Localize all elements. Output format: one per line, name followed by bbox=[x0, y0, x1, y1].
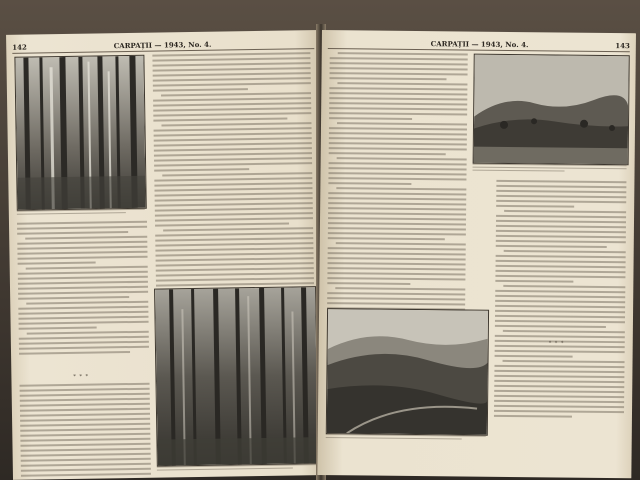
right-running-title: CARPAȚII — 1943, No. 4. bbox=[430, 39, 529, 50]
right-page-number: 143 bbox=[615, 41, 630, 51]
forest-birch-photo bbox=[14, 55, 146, 211]
photo-caption bbox=[326, 434, 486, 443]
forest-spruce-photo bbox=[154, 286, 319, 467]
valley-landscape-image bbox=[327, 309, 488, 435]
section-separator: * * * bbox=[548, 340, 565, 347]
forest-spruce-image bbox=[155, 287, 318, 465]
right-page bbox=[317, 30, 636, 478]
valley-landscape-photo bbox=[326, 308, 489, 436]
photo-caption bbox=[473, 164, 627, 176]
hills-landscape-photo bbox=[473, 54, 630, 166]
left-page-right-column-top bbox=[152, 52, 314, 294]
left-page-left-column-bottom bbox=[17, 221, 149, 358]
section-separator: * * * bbox=[73, 373, 90, 380]
forest-birch-image bbox=[15, 56, 145, 210]
photo-caption bbox=[157, 464, 317, 474]
left-page-number: 142 bbox=[12, 42, 27, 52]
right-page-right-column bbox=[494, 180, 627, 421]
left-header bbox=[12, 36, 314, 54]
photo-caption bbox=[17, 209, 145, 218]
right-header bbox=[328, 36, 630, 52]
left-page-left-column-end bbox=[20, 383, 152, 480]
hills-landscape-image bbox=[474, 55, 629, 165]
right-page-left-column bbox=[327, 52, 468, 318]
left-running-title: CARPAȚII — 1943, No. 4. bbox=[113, 39, 212, 51]
left-page bbox=[6, 30, 327, 480]
